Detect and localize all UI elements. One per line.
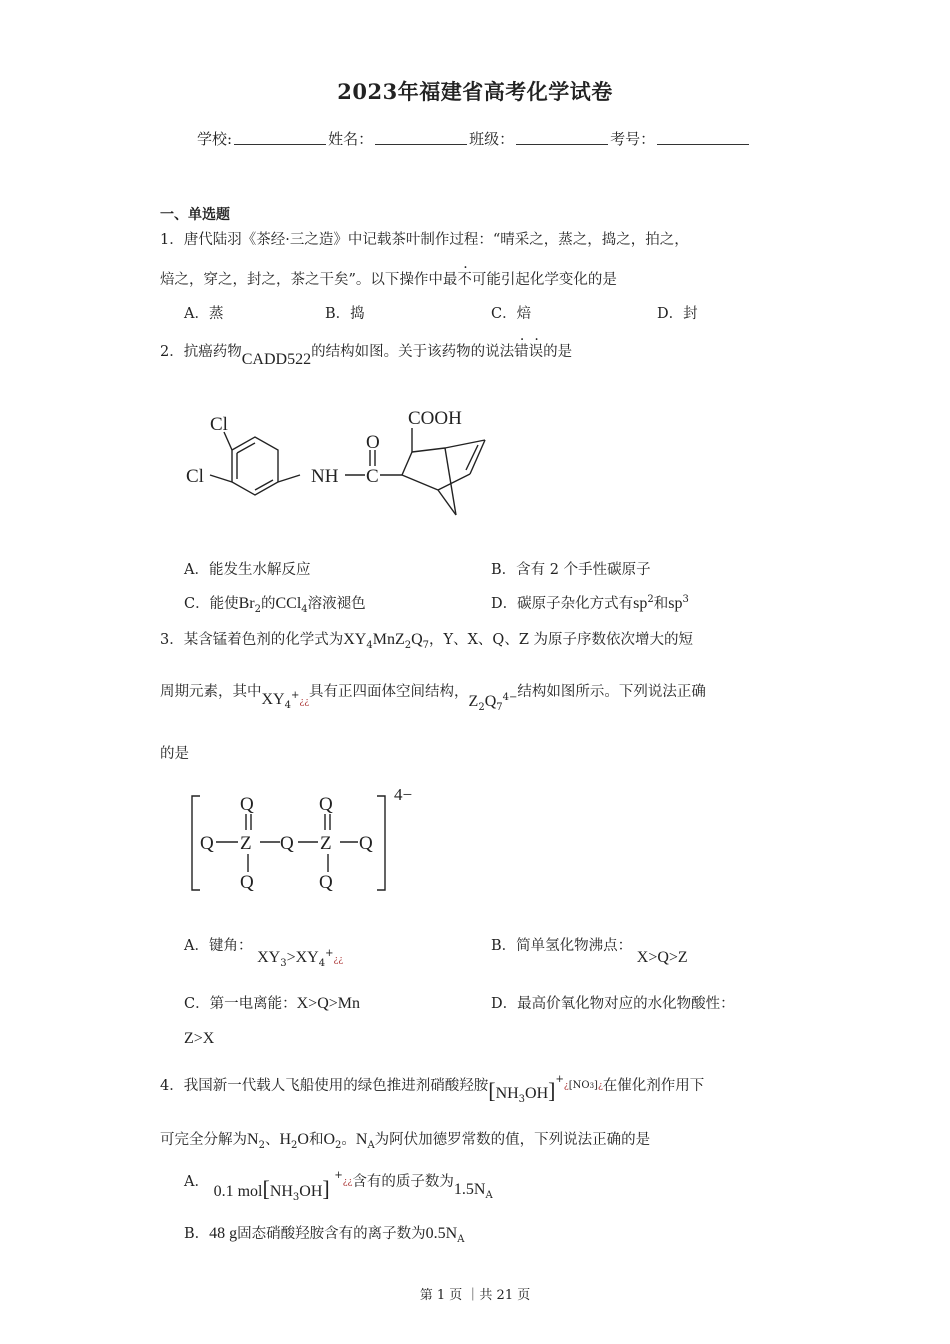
q1-emphasis: 不 (457, 272, 472, 288)
q4-a-sub3: 3 (292, 1191, 300, 1203)
q3-a-xy3: XY (257, 949, 281, 966)
q3-l2-q: Q (484, 693, 497, 710)
q4-l1-oh: OH (525, 1085, 549, 1102)
q2-cooh-label: COOH (408, 408, 462, 429)
q2-c-pre: C．能使 (184, 596, 239, 612)
q4-l2-and: 和 (308, 1132, 324, 1148)
q4-l1-nh: NH (495, 1085, 519, 1102)
q2-d-pre: D．碳原子杂化方式有 (491, 596, 634, 612)
q3-a-sub3: 3 (280, 957, 287, 969)
q3-q-top-left: Q (240, 794, 254, 815)
q3-b-val: X>Q>Z (636, 949, 688, 966)
q3-option-c[interactable] (184, 992, 360, 1013)
q4-a-nh: NH (269, 1183, 293, 1200)
q4-l2-nasub: A (367, 1139, 375, 1151)
q4-l2-nsub: 2 (258, 1139, 265, 1151)
class-blank[interactable] (516, 132, 608, 145)
q1-option-d[interactable]: D．封 (657, 306, 698, 322)
q2-emphasis-2: 误 (528, 344, 544, 360)
q1-option-c[interactable]: C．焙 (491, 306, 532, 322)
q2-suffix-b: 的是 (543, 344, 573, 360)
page-title: 2023年福建省高考化学试卷 (337, 79, 613, 104)
q3-q-middle: Q (280, 833, 294, 854)
q2-c-br: Br (238, 595, 255, 612)
q2-c-post: 溶液褪色 (307, 596, 366, 612)
q3-l1-sub4: 4 (366, 639, 373, 651)
q3-l2-post: 结构如图所示。下列说法正确 (517, 684, 706, 700)
class-label: 班级： (469, 130, 515, 148)
q3-l2-xy: XY (261, 691, 285, 708)
q3-q-bottom-right: Q (319, 872, 333, 893)
q4-l2-sep: 、 (264, 1132, 280, 1148)
q3-line3: 的是 (160, 746, 189, 762)
q2-option-b[interactable]: B．含有 2 个手性碳原子 (491, 562, 651, 578)
q3-z-left: Z (240, 833, 252, 854)
q2-prefix: 2．抗癌药物 (160, 344, 242, 360)
q2-suffix-a: 的结构如图。关于该药物的说法 (311, 344, 515, 360)
q2-c-mid: 的 (260, 596, 276, 612)
q4-line2 (160, 1128, 650, 1151)
q4-a-oh: OH (299, 1183, 323, 1200)
q3-b-pre: B．简单氢化物沸点： (491, 938, 633, 954)
q2-structure-diagram (180, 400, 500, 530)
q2-option-d[interactable] (491, 592, 689, 613)
q2-drug-name: CADD522 (241, 351, 312, 368)
q3-l1-post: ，Y、X、Q、Z 为原子序数依次增大的短 (429, 632, 693, 648)
q4-a-mid: 含有的质子数为 (352, 1174, 454, 1190)
q3-option-d[interactable]: D．最高价氧化物对应的水化物酸性： (491, 996, 735, 1012)
q3-q-top-right: Q (319, 794, 333, 815)
q3-option-d-value: Z>X (184, 1030, 215, 1047)
q4-l2-o2sub: 2 (335, 1139, 342, 1151)
q2-o-label: O (366, 432, 380, 453)
q4-l1-pre: 4．我国新一代载人飞船使用的绿色推进剂硝酸羟胺 (160, 1078, 489, 1094)
q3-l1-sub7: 7 (422, 639, 430, 651)
q1-option-b[interactable]: B．捣 (325, 306, 365, 322)
q3-l1-mnz: MnZ (372, 631, 405, 648)
q3-a-gt: >XY (286, 949, 319, 966)
exam-no-blank[interactable] (657, 132, 749, 145)
q4-b-amount: 48 g (209, 1225, 238, 1242)
q3-l1-q: Q (411, 631, 423, 648)
q4-a-valsub: A (485, 1189, 493, 1201)
q3-structure-diagram (180, 780, 440, 900)
q4-l2-pre: 可完全分解为 (160, 1132, 247, 1148)
q3-l2-pre: 周期元素，其中 (160, 684, 262, 700)
q3-q-left: Q (200, 833, 214, 854)
q4-l1-weird2: ¿ (597, 1081, 603, 1091)
q3-q-bottom-left: Q (240, 872, 254, 893)
q4-b-valsub: A (457, 1233, 465, 1245)
q4-a-weird: ¿¿ (342, 1177, 353, 1187)
q4-l1-no3: [NO (568, 1080, 590, 1091)
q3-z-right: Z (320, 833, 332, 854)
q3-l2-qsub: 7 (496, 701, 503, 713)
q4-b-label: B． (184, 1226, 210, 1242)
q4-l1-sub3: 3 (518, 1093, 526, 1105)
q2-d-and: 和 (653, 596, 669, 612)
section-title: 一、单选题 (160, 207, 230, 223)
q2-option-c[interactable] (184, 592, 366, 615)
q4-line1: 4．我国新一代载人飞船使用的绿色推进剂硝酸羟胺$[NH_3OH]^+¿[NO3]¿$在催化剂作用下 (160, 1074, 705, 1105)
q4-b-mid: 固态硝酸羟胺含有的离子数为 (237, 1226, 426, 1242)
q4-b-val: 0.5N (425, 1225, 458, 1242)
q4-l1-sup: + (555, 1074, 564, 1086)
q4-option-a[interactable]: A． 0.1 $mol[NH_3OH]$ +¿¿含有的质子数为$1.5N_A$ (184, 1170, 493, 1203)
q2-c-sub4: 4 (301, 603, 308, 615)
q4-l1-post: 在催化剂作用下 (602, 1078, 705, 1094)
q3-a-pre: A．键角： (184, 938, 253, 954)
q4-l2-mid: 。 (341, 1132, 356, 1148)
q3-l2-sub4: 4 (284, 699, 291, 711)
q2-d-sp1: sp (633, 595, 648, 612)
q2-cl-top: Cl (210, 414, 228, 435)
q4-l2-hsub: 2 (291, 1139, 298, 1151)
q2-stem (160, 340, 573, 368)
q4-option-b[interactable] (184, 1222, 464, 1245)
q4-a-val: 1.5N (453, 1181, 486, 1198)
school-blank[interactable] (234, 132, 326, 145)
q2-d-sp2: sp (668, 595, 683, 612)
name-label: 姓名： (328, 130, 374, 148)
q3-l1-sub2: 2 (404, 639, 412, 651)
q4-a-amount: 0.1 mol (213, 1183, 263, 1200)
q2-cl-bottom: Cl (186, 466, 204, 487)
q1-line2-a: 焙之，穿之，封之，茶之干矣”。以下操作中最 (160, 272, 458, 288)
name-blank[interactable] (375, 132, 467, 145)
q3-l2-weird: ¿¿ (299, 697, 310, 707)
q3-a-sub4: 4 (318, 957, 326, 969)
q2-d-sup3: 3 (682, 594, 689, 606)
q3-l2-z: Z (468, 693, 479, 710)
q4-a-sup: + (334, 1170, 343, 1182)
q3-l1-pre: 3．某含锰着色剂的化学式为 (160, 632, 344, 648)
exam-no-label: 考号： (610, 130, 656, 148)
q3-l1-xy: XY (343, 631, 367, 648)
q4-l2-na: N (355, 1131, 368, 1148)
q1-line2 (160, 268, 617, 289)
q4-l1-no3end: ] (594, 1080, 598, 1091)
q3-l2-mid: 具有正四面体空间结构， (309, 684, 469, 700)
q2-option-a[interactable]: A．能发生水解反应 (184, 562, 311, 578)
q1-option-a[interactable]: A．蒸 (184, 306, 224, 322)
q3-charge-label: 4− (394, 785, 413, 804)
q4-a-label: A． (184, 1174, 209, 1190)
q3-c-val: X>Q>Mn (296, 995, 360, 1012)
q3-l2-sup: + (290, 690, 300, 702)
student-info-line (197, 128, 751, 149)
q2-d-sup2: 2 (647, 594, 654, 606)
q3-q-right: Q (359, 833, 373, 854)
q4-l2-n: N (247, 1131, 259, 1148)
q3-a-weird: ¿¿ (333, 955, 344, 965)
q2-emphasis-1: 错 (514, 344, 529, 360)
q4-l1-no3sub: 3 (589, 1082, 595, 1090)
q4-l1-weird: ¿ (563, 1081, 569, 1091)
q4-l2-o2: O (323, 1131, 335, 1148)
q4-l2-o: O (297, 1131, 309, 1148)
q4-l2-post: 为阿伏加德罗常数的值，下列说法正确的是 (374, 1132, 651, 1148)
q2-c-ccl: CCl (275, 595, 302, 612)
q3-option-a[interactable] (184, 934, 344, 969)
q1-line2-b: 可能引起化学变化的是 (471, 272, 617, 288)
q3-line2 (160, 680, 706, 713)
q3-line1 (160, 628, 693, 651)
q3-l2-charge: 4− (502, 692, 518, 704)
q2-c-label: C (366, 466, 379, 487)
page-footer: 第 1 页 ｜共 21 页 (419, 1288, 531, 1303)
q3-c-pre: C．第一电离能： (184, 996, 297, 1012)
q4-l2-h: H (279, 1131, 291, 1148)
q3-option-b[interactable] (491, 934, 688, 966)
q1-line1: 1．唐代陆羽《茶经·三之造》中记载茶叶制作过程：“晴采之，蒸之，捣之，拍之， (160, 232, 689, 248)
q2-nh-label: NH (311, 466, 339, 487)
q2-c-sub2: 2 (254, 603, 261, 615)
q3-a-sup: + (325, 948, 334, 960)
q3-l2-zsub: 2 (478, 701, 485, 713)
school-label: 学校: (197, 130, 233, 148)
